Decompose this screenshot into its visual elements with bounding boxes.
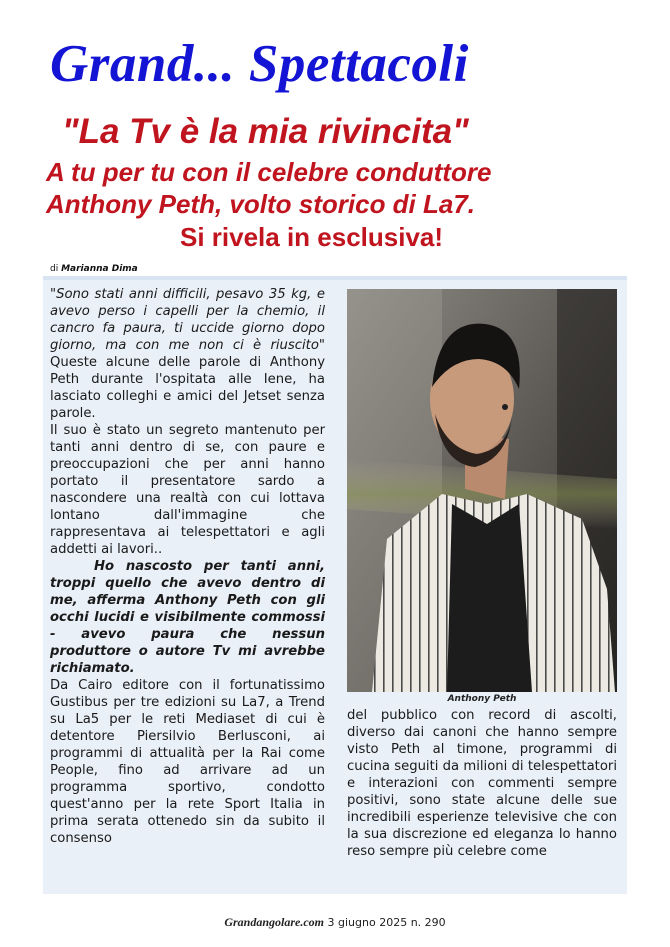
article-quote-rest: " Queste alcune delle parole di Anthony Peth durante l'ospitata alle Iene, ha lasciato colleghi e amici del Jetset senza parole.: [50, 338, 325, 421]
article-paragraph-1: [50, 286, 325, 422]
headline-line-4: Si rivela in esclusiva!: [180, 222, 444, 252]
article-paragraph-5: del pubblico con record di ascolti, diverso dai canoni che hanno sempre visto Peth al timone, programmi di cucina seguiti da milioni di telespettatori e interazioni con commenti sempre positivi, sono state alcune delle sue incredibili esperienze televisive che con la sua discrezione ed eleganza lo hanno reso sempre più celebre come: [347, 708, 617, 859]
article-paragraph-2: Il suo è stato un segreto mantenuto per tanti anni dentro di se, con paure e preoccupazioni che per anni hanno portato il presentatore sardo a nascondere una realtà con cui lottava lontano dall'immagine che rappresentava ai telespettatori e agli addetti ai lavori..: [50, 423, 325, 557]
headline-line-2: A tu per tu con il celebre conduttore: [46, 157, 492, 187]
byline: [50, 264, 138, 274]
photo-caption: Anthony Peth: [447, 694, 517, 704]
article-photo: [347, 289, 617, 692]
headline-line-3: Anthony Peth, volto storico di La7.: [46, 189, 476, 219]
footer: [0, 915, 670, 930]
byline-prefix: di: [50, 264, 59, 274]
byline-author: Marianna Dima: [61, 264, 138, 274]
article-quote: Sono stati anni difficili, pesavo 35 kg, e avevo perso i capelli per la chemio, il cancro fa paura, ti uccide giorno dopo giorno, ma con me non ci è riuscito: [50, 287, 325, 353]
article-paragraph-4: Da Cairo editore con il fortunatissimo Gustibus per tre edizioni su La7, a Trend su La5 per le reti Mediaset di cui è detentore Piersilvio Berlusconi, ai programmi di attualità per la Rai come People, fino ad arrivare ad un programma sportivo, condotto quest'anno per la rete Sport Italia in prima serata ottenedo sin da subito il consenso: [50, 678, 325, 846]
article-left-column: [50, 286, 325, 847]
footer-date: 3 giugno 2025 n. 290: [327, 916, 446, 929]
masthead-title: Grand... Spettacoli: [50, 35, 469, 93]
quote-mark: ": [50, 287, 57, 302]
footer-site: Grandangolare.com: [224, 915, 325, 929]
article-paragraph-3: Ho nascosto per tanti anni, troppi quello che avevo dentro di me, afferma Anthony Peth con gli occhi lucidi e visibilmente commossi - avevo paura che nessun produttore o autore Tv mi avrebbe richiamato.: [50, 559, 325, 676]
headline-quote: "La Tv è la mia rivincita": [62, 112, 469, 151]
